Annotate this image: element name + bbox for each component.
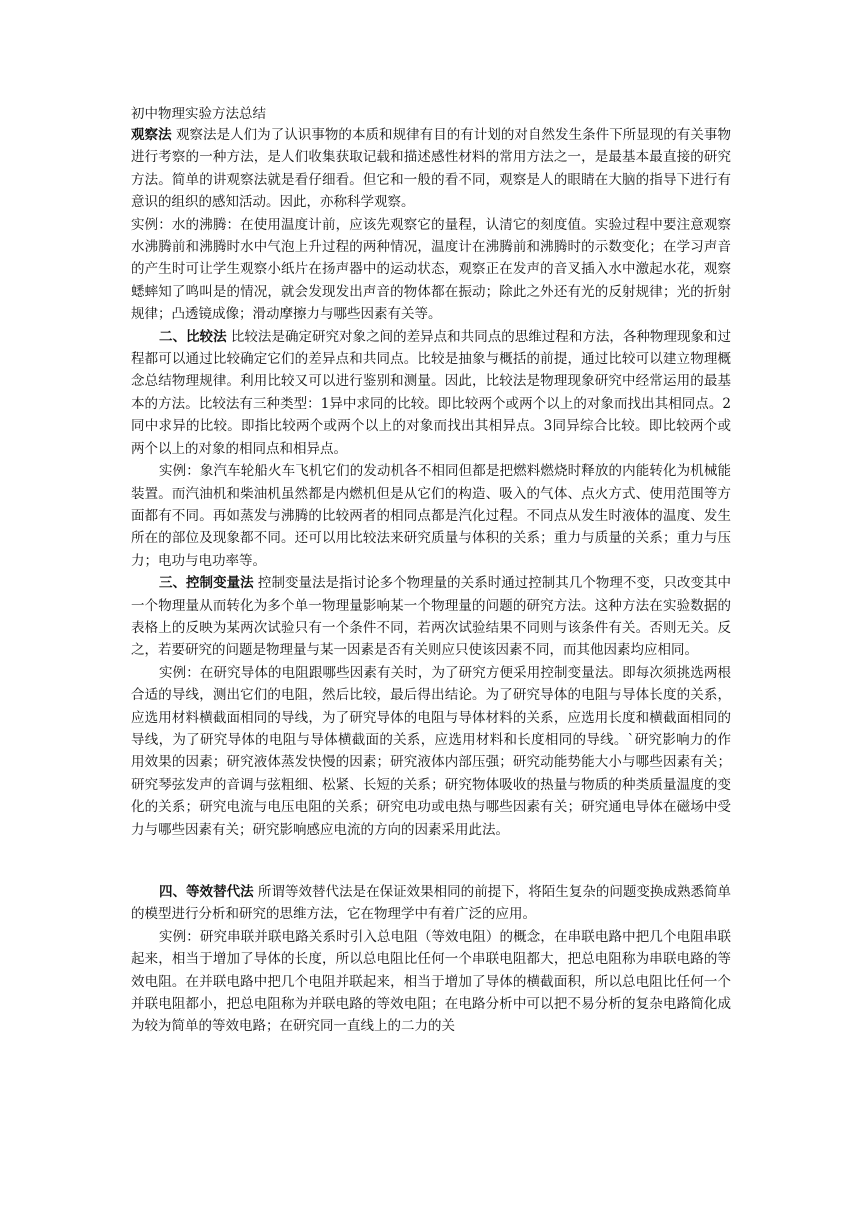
section-body: 所谓等效替代法是在保证效果相同的前提下，将陌生复杂的问题变换成熟悉简单的模型进行分析和研究的思维方法，它在物理学中有着广泛的应用。 bbox=[131, 884, 732, 923]
section-comparison bbox=[131, 326, 731, 572]
control-variable-example: 实例：在研究导体的电阻跟哪些因素有关时，为了研究方便采用控制变量法。即每次须挑选两根合适的导线，测出它们的电阻，然后比较，最后得出结论。为了研究导体的电阻与导体长度的关系，应选用材料横截面相同的导线，为了研究导体的电阻与导体材料的关系，应选用长度和横截面相同的导线，为了研究导体的电阻与导体横截面的关系，应选用材料和长度相同的导线。`研究影响力的作用效果的因素；研究液体蒸发快慢的因素；研究液体内部压强；研究动能势能大小与哪些因素有关；研究琴弦发声的音调与弦粗细、松紧、长短的关系；研究物体吸收的热量与物质的种类质量温度的变化的关系；研究电流与电压电阻的关系；研究电功或电热与哪些因素有关；研究通电导体在磁场中受力与哪些因素有关；研究影响感应电流的方向的因素采用此法。 bbox=[131, 664, 731, 838]
document-title: 初中物理实验方法总结 bbox=[131, 106, 266, 122]
observation-paragraph bbox=[131, 124, 731, 214]
section-body: 控制变量法是指讨论多个物理量的关系时通过控制其几个物理不变，只改变其中一个物理量从而转化为多个单一物理量影响某一个物理量的问题的研究方法。这种方法在实验数据的表格上的反映为某两次试验只有一个条件不同，若两次试验结果不同则与该条件有关。否则无关。反之，若要研究的问题是物理量与某一因素是否有关则应只使该因素不同，而其他因素均应相同。 bbox=[131, 575, 732, 659]
section-equivalent-substitution bbox=[131, 881, 731, 1038]
blank-spacer bbox=[131, 841, 731, 881]
section-control-variable bbox=[131, 572, 731, 841]
observation-example: 实例：水的沸腾：在使用温度计前，应该先观察它的量程，认清它的刻度值。实验过程中要注意观察水沸腾前和沸腾时水中气泡上升过程的两种情况，温度计在沸腾前和沸腾时的示数变化；在学习声音的产生时可让学生观察小纸片在扬声器中的运动状态，观察正在发声的音叉插入水中激起水花，观察蟋蟀知了鸣叫是的情况，就会发现发出声音的物体都在振动；除此之外还有光的反射规律；光的折射规律；凸透镜成像；滑动摩擦力与哪些因素有关等。 bbox=[131, 216, 731, 323]
section-body: 比较法是确定研究对象之间的差异点和共同点的思维过程和方法，各种物理现象和过程都可以通过比较确定它们的差异点和共同点。比较是抽象与概括的前提，通过比较可以建立物理概念总结物理规律。利用比较又可以进行鉴别和测量。因此，比较法是物理现象研究中经常运用的最基本的方法。比较法有三种类型：1异中求同的比较。即比较两个或两个以上的对象而找出其相同点。2同中求异的比较。即指比较两个或两个以上的对象而找出其相异点。3同异综合比较。即比较两个或两个以上的对象的相同点和相异点。 bbox=[131, 328, 732, 457]
section-heading: 三、控制变量法 bbox=[159, 575, 254, 592]
comparison-example: 实例：象汽车轮船火车飞机它们的发动机各不相同但都是把燃料燃烧时释放的内能转化为机械能装置。而汽油机和柴油机虽然都是内燃机但是从它们的构造、吸入的气体、点火方式、使用范围等方面都有不同。再如蒸发与沸腾的比较两者的相同点都是汽化过程。不同点从发生时液体的温度、发生所在的部位及现象都不同。还可以用比较法来研究质量与体积的关系；重力与质量的关系；重力与压力；电功与电功率等。 bbox=[131, 463, 731, 569]
comparison-paragraph bbox=[131, 326, 731, 460]
document-page bbox=[131, 104, 731, 1038]
control-variable-paragraph bbox=[131, 572, 731, 662]
section-observation bbox=[131, 124, 731, 326]
equivalent-substitution-paragraph bbox=[131, 881, 731, 926]
section-heading: 四、等效替代法 bbox=[159, 884, 254, 900]
equivalent-substitution-example: 实例：研究串联并联电路关系时引入总电阻（等效电阻）的概念，在串联电路中把几个电阻串联起来，相当于增加了导体的长度，所以总电阻比任何一个串联电阻都大，把总电阻称为串联电路的等效电阻。在并联电路中把几个电阻并联起来，相当于增加了导体的横截面积，所以总电阻比任何一个并联电阻都小，把总电阻称为并联电路的等效电阻；在电路分析中可以把不易分析的复杂电路简化成为较为简单的等效电路；在研究同一直线上的二力的关 bbox=[131, 928, 731, 1035]
section-heading: 观察法 bbox=[131, 127, 172, 143]
section-heading: 二、比较法 bbox=[159, 328, 227, 345]
section-body: 观察法是人们为了认识事物的本质和规律有目的有计划的对自然发生条件下所显现的有关事物进行考察的一种方法，是人们收集获取记载和描述感性材料的常用方法之一，是最基本最直接的研究方法。简单的讲观察法就是看仔细看。但它和一般的看不同，观察是人的眼睛在大脑的指导下进行有意识的组织的感知活动。因此，亦称科学观察。 bbox=[131, 127, 732, 211]
